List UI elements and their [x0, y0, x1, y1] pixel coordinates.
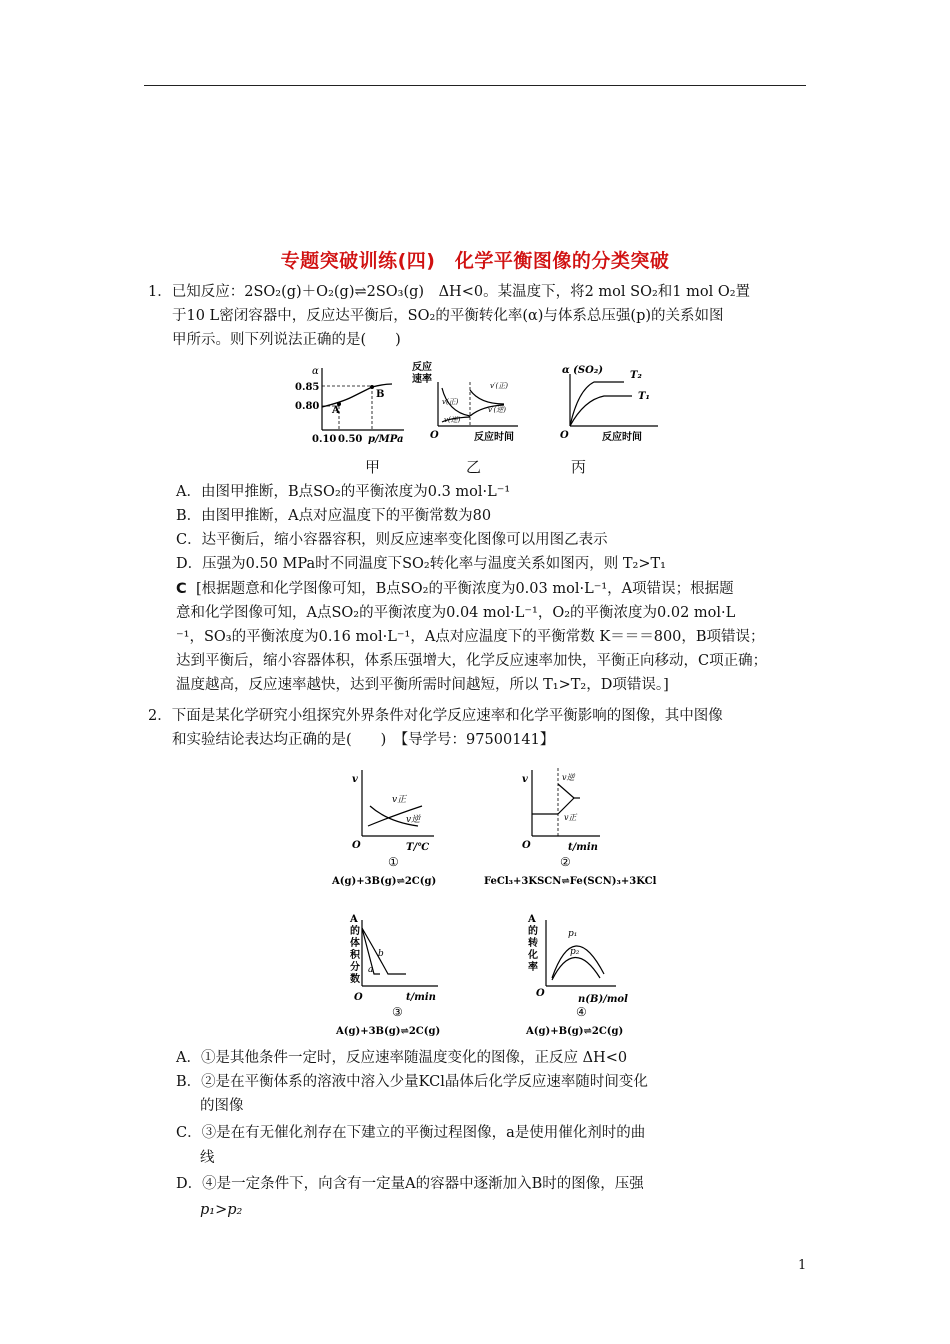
- figure-1: [322, 760, 462, 890]
- yi-v-zheng-label: v(正): [442, 398, 459, 406]
- fig2-equation: FeCl₃+3KSCN⇌Fe(SCN)₃+3KCl: [484, 876, 657, 887]
- yi-v-ni-label: v(逆): [444, 416, 461, 424]
- fig4-ylabel-2: 转: [528, 938, 538, 949]
- q1-line-1: 1．已知反应：2SO₂(g)＋O₂(g)⇌2SO₃(g) ΔH<0。某温度下，将2 mol SO₂和1 mol O₂置: [148, 284, 751, 300]
- jia-label-b: B: [376, 389, 385, 400]
- q2-option-c-1: C．③是在有无催化剂存在下建立的平衡过程图像，a是使用催化剂时的曲: [176, 1125, 646, 1141]
- q2-option-b-2: 的图像: [200, 1098, 244, 1114]
- fig1-ylabel: v: [352, 774, 358, 785]
- fig2-number: ②: [560, 855, 571, 869]
- fig4-origin: O: [536, 988, 545, 999]
- q1-option-b: B．由图甲推断，A点对应温度下的平衡常数为80: [176, 508, 492, 524]
- jia-x2: 0.50: [338, 434, 363, 445]
- q2-option-a: A．①是其他条件一定时，反应速率随温度变化的图像，正反应 ΔH<0: [176, 1050, 628, 1066]
- yi-xlabel: 反应时间: [474, 432, 514, 443]
- yi-origin: O: [430, 430, 439, 441]
- fig3-xlabel: t/min: [406, 992, 436, 1003]
- fig4-ylabel-3: 化: [528, 950, 538, 961]
- fig2-v-ni-line: [558, 784, 574, 798]
- q2-line-1: 2．下面是某化学研究小组探究外界条件对化学反应速率和化学平衡影响的图像，其中图像: [148, 708, 723, 724]
- figure-3: [330, 908, 470, 1040]
- bing-xlabel: 反应时间: [602, 432, 642, 443]
- jia-y2: 0.80: [295, 401, 320, 412]
- fig4-equation: A(g)+B(g)⇌2C(g): [526, 1026, 624, 1037]
- bing-origin: O: [560, 430, 569, 441]
- q1-option-a: A．由图甲推断，B点SO₂的平衡浓度为0.3 mol·L⁻¹: [176, 484, 511, 500]
- figure-jia: [292, 360, 412, 446]
- q1-answer-line-4: 达到平衡后，缩小容器体积，体系压强增大，化学反应速率加快，平衡正向移动，C项正确；: [176, 653, 768, 669]
- q1-line-2: 于10 L密闭容器中，反应达平衡后，SO₂的平衡转化率(α)与体系总压强(p)的关系如图: [172, 308, 724, 324]
- q1-answer-line-5: 温度越高，反应速率越快，达到平衡所需时间越短，所以 T₁>T₂，D项错误。]: [176, 677, 669, 693]
- page-title: 专题突破训练(四) 化学平衡图像的分类突破: [280, 250, 670, 272]
- figure-2: [480, 760, 670, 890]
- fig3-equation: A(g)+3B(g)⇌2C(g): [336, 1026, 441, 1037]
- yi-ylabel-1: 反应: [412, 362, 432, 373]
- q1-answer-line-1: [根据题意和化学图像可知，B点SO₂的平衡浓度为0.03 mol·L⁻¹，A项错误；根据题: [196, 581, 734, 597]
- yi-v2-zheng-curve: [470, 390, 504, 404]
- yi-ylabel-2: 速率: [412, 374, 432, 385]
- jia-label-a: A: [332, 405, 340, 416]
- fig2-origin: O: [522, 840, 531, 851]
- figure-yi: [408, 360, 532, 446]
- fig3-ylabel-3: 积: [350, 950, 360, 961]
- bing-ylabel: α (SO₂): [562, 365, 603, 376]
- q1-answer-line-3: ⁻¹，SO₃的平衡浓度为0.16 mol·L⁻¹，A点对应温度下的平衡常数 K＝＝＝800，B项错误；: [176, 629, 765, 645]
- q1-answer-line-2: 意和化学图像可知，A点SO₂的平衡浓度为0.04 mol·L⁻¹，O₂的平衡浓度为0.02 mol·L: [176, 605, 736, 621]
- caption-bing: 丙: [571, 458, 587, 476]
- q2-option-d-2: p₁>p₂: [200, 1202, 243, 1218]
- q2-option-b-1: B．②是在平衡体系的溶液中溶入少量KCl晶体后化学反应速率随时间变化: [176, 1074, 648, 1090]
- fig2-v-ni-label: v逆: [562, 773, 575, 782]
- jia-x1: 0.10: [312, 434, 337, 445]
- fig3-a-label: a: [368, 965, 374, 975]
- fig2-v-zheng-line: [558, 798, 574, 814]
- caption-jia: 甲: [365, 458, 381, 476]
- bing-t1-label: T₁: [638, 391, 650, 402]
- jia-point-b: [370, 385, 374, 389]
- figure-4: [512, 908, 652, 1040]
- fig3-ylabel-1: 的: [350, 926, 360, 937]
- q2-option-d-1: D．④是一定条件下，向含有一定量A的容器中逐渐加入B时的图像，压强: [176, 1176, 644, 1192]
- fig2-xlabel: t/min: [568, 842, 598, 853]
- fig1-number: ①: [388, 855, 399, 869]
- bing-t2-label: T₂: [630, 370, 642, 381]
- fig1-equation: A(g)+3B(g)⇌2C(g): [332, 876, 437, 887]
- fig4-ylabel-0: A: [528, 914, 536, 925]
- fig3-ylabel-2: 体: [350, 938, 360, 949]
- q1-line-3: 甲所示。则下列说法正确的是( ): [172, 332, 401, 348]
- fig4-ylabel-4: 率: [528, 962, 538, 973]
- bing-t1-curve: [570, 396, 632, 426]
- jia-y1: 0.85: [295, 382, 320, 393]
- fig2-ylabel: v: [522, 774, 528, 785]
- fig3-number: ③: [392, 1005, 403, 1019]
- fig4-ylabel-1: 的: [528, 926, 538, 937]
- fig1-v-zheng-label: v正: [392, 795, 407, 805]
- jia-xlabel: p/MPa: [368, 434, 404, 445]
- fig2-v-zheng-label: v正: [564, 813, 577, 822]
- header-rule: [144, 85, 806, 86]
- fig3-b-label: b: [378, 949, 384, 959]
- fig4-xlabel: n(B)/mol: [578, 994, 628, 1005]
- jia-ylabel: α: [312, 366, 319, 377]
- yi-v2-ni-label: v′(逆): [488, 406, 507, 414]
- fig3-ylabel-0: A: [350, 914, 358, 925]
- fig4-p1-label: p₁: [568, 929, 578, 939]
- fig3-ylabel-4: 分: [350, 962, 360, 973]
- fig1-origin: O: [352, 840, 361, 851]
- fig3-ylabel-5: 数: [350, 974, 360, 985]
- fig1-v-ni-label: v逆: [406, 815, 421, 825]
- figure-bing: [558, 360, 666, 446]
- q1-answer-letter: C: [176, 581, 187, 597]
- yi-v2-zheng-label: v′(正): [490, 382, 509, 390]
- caption-yi: 乙: [466, 458, 482, 476]
- bing-t2-curve: [570, 382, 624, 426]
- q1-option-d: D．压强为0.50 MPa时不同温度下SO₂转化率与温度关系如图丙，则 T₂>T₁: [176, 556, 666, 572]
- fig3-origin: O: [354, 992, 363, 1003]
- q1-option-c: C．达平衡后，缩小容器容积，则反应速率变化图像可以用图乙表示: [176, 532, 608, 548]
- q2-option-c-2: 线: [200, 1150, 215, 1166]
- fig1-xlabel: T/℃: [406, 842, 430, 853]
- page-number: 1: [798, 1258, 807, 1273]
- q2-line-2: 和实验结论表达均正确的是( ) 【导学号：97500141】: [172, 732, 555, 748]
- fig4-p2-label: p₂: [570, 947, 580, 957]
- fig4-number: ④: [576, 1005, 587, 1019]
